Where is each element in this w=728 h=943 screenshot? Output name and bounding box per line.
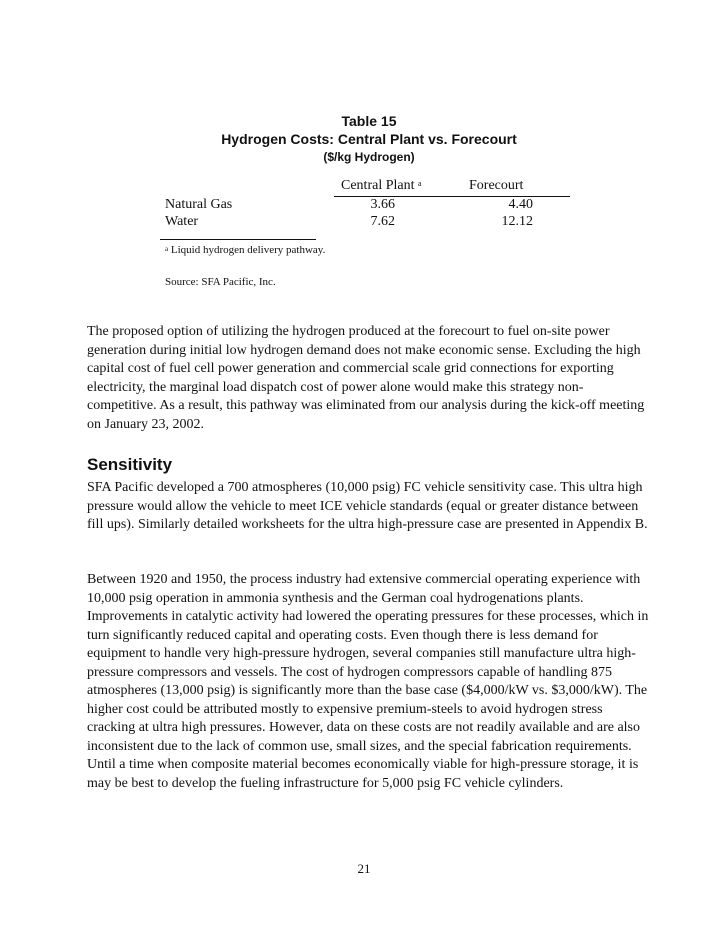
section-heading: Sensitivity <box>87 455 173 474</box>
paragraph-sensitivity-case: SFA Pacific developed a 700 atmospheres (10,000 psig) FC vehicle sensitivity case. This ultra high pressure would allow the vehicle to meet ICE vehicle standards (equal or greater distance between fill ups). Similarly detailed worksheets for the ultra high-pressure case are presented in Appendix B. <box>87 480 648 532</box>
footnote-marker: a <box>418 179 422 188</box>
column-header-label: Central Plant <box>341 178 415 193</box>
footnote-divider <box>160 239 316 240</box>
footnote-text: Liquid hydrogen delivery pathway. <box>170 244 326 256</box>
cell-water-forecourt: 12.12 <box>501 214 533 229</box>
cell-natural-gas-forecourt: 4.40 <box>508 197 533 212</box>
page-number: 21 <box>357 861 371 876</box>
footnote-marker: a <box>165 245 169 253</box>
table-units: ($/kg Hydrogen) <box>323 150 415 164</box>
table-title: Hydrogen Costs: Central Plant vs. Forecourt <box>221 131 517 147</box>
paragraph-forecourt-power: The proposed option of utilizing the hydrogen produced at the forecourt to fuel on-site power generation during initial low hydrogen demand does not make economic sense. Excluding the high capital cost of fuel cell power generation and commercial scale grid connections for exporting electricity, the marginal load dispatch cost of power alone would make this strategy non-competitive. As a result, this pathway was eliminated from our analysis during the kick-off meeting on January 23, 2002. <box>87 324 645 432</box>
cell-natural-gas-central-plant: 3.66 <box>370 197 395 212</box>
column-header-forecourt: Forecourt <box>469 178 524 193</box>
table-source: Source: SFA Pacific, Inc. <box>165 276 276 288</box>
row-label-natural-gas: Natural Gas <box>165 197 233 212</box>
cell-water-central-plant: 7.62 <box>370 214 395 229</box>
table-number: Table 15 <box>341 113 397 129</box>
column-header-central-plant <box>341 178 422 194</box>
table-footnote <box>165 244 325 256</box>
row-label-water: Water <box>165 214 199 229</box>
paragraph-high-pressure-history: Between 1920 and 1950, the process industry had extensive commercial operating experience with 10,000 psig operation in ammonia synthesis and the German coal hydrogenations plants. Improvements in catalytic activity had lowered the operating pressures for these processes, which in turn significantly reduced capital and operating costs. Even though there is less demand for equipment to handle very high-pressure hydrogen, several companies still manufacture ultra high-pressure compressors and vessels. The cost of hydrogen compressors capable of handling 875 atmospheres (13,000 psig) is significantly more than the base case ($4,000/kW vs. $3,000/kW). The higher cost could be attributed mostly to expensive premium-steels to avoid hydrogen stress cracking at ultra high pressures. However, data on these costs are not readily available and are also inconsistent due to the lack of common use, small sizes, and the special fabrication requirements. Until a time when composite material becomes economically viable for high-pressure storage, it is may be best to develop the fueling infrastructure for 5,000 psig FC vehicle cylinders. <box>87 572 649 791</box>
